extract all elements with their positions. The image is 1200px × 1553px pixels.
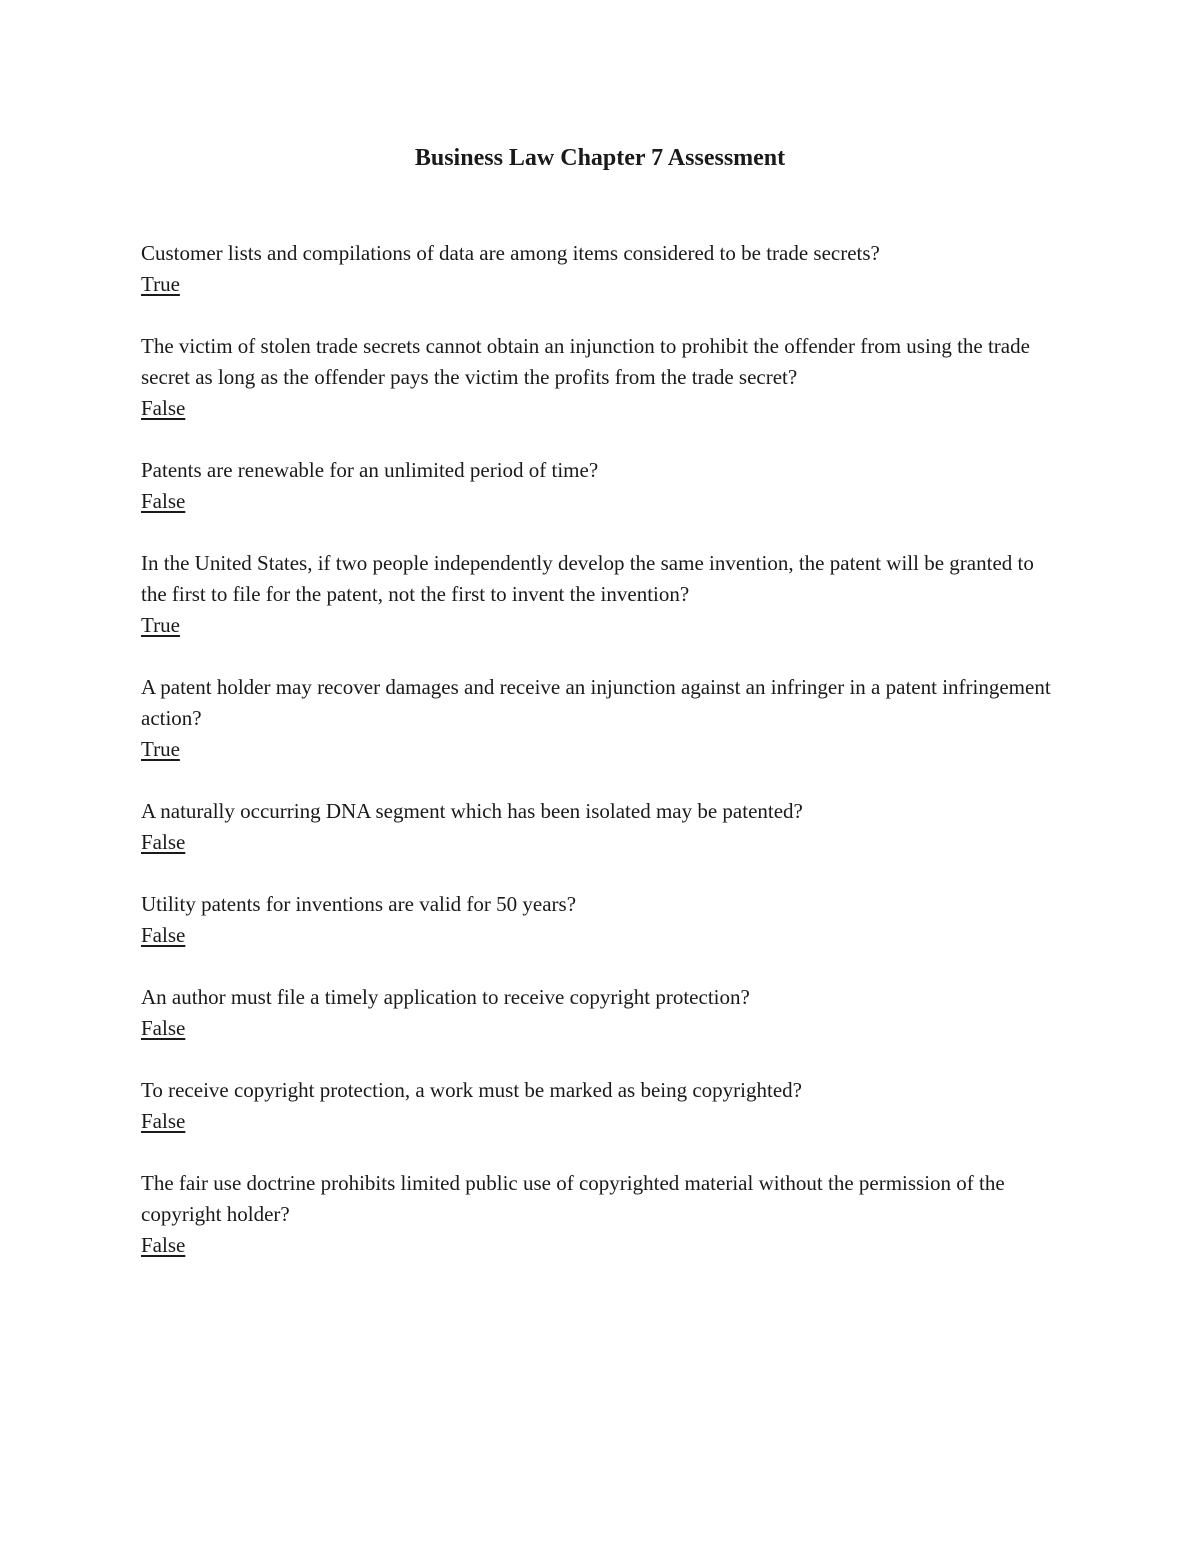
question-text: Customer lists and compilations of data are among items considered to be trade secrets? bbox=[141, 241, 880, 265]
question-text: To receive copyright protection, a work must be marked as being copyrighted? bbox=[141, 1078, 802, 1102]
answer-text: False bbox=[141, 489, 186, 513]
question-item bbox=[141, 796, 1061, 858]
document-title: Business Law Chapter 7 Assessment bbox=[414, 145, 786, 171]
answer-text: True bbox=[141, 737, 180, 761]
answer-text: False bbox=[141, 396, 186, 420]
question-text: A naturally occurring DNA segment which has been isolated may be patented? bbox=[141, 799, 803, 823]
answer-text: False bbox=[141, 830, 186, 854]
question-text: In the United States, if two people independently develop the same invention, the patent will be granted to the first to file for the patent, not the first to invent the invention? bbox=[141, 551, 1034, 606]
question-text: The victim of stolen trade secrets cannot obtain an injunction to prohibit the offender from using the trade secret as long as the offender pays the victim the profits from the trade secret? bbox=[141, 334, 1030, 389]
question-text: An author must file a timely application to receive copyright protection? bbox=[141, 985, 750, 1009]
question-item bbox=[141, 238, 1061, 300]
question-item bbox=[141, 1168, 1061, 1261]
question-text: Patents are renewable for an unlimited period of time? bbox=[141, 458, 599, 482]
question-item bbox=[141, 331, 1061, 424]
question-text: A patent holder may recover damages and receive an injunction against an infringer in a patent infringement action? bbox=[141, 675, 1051, 730]
answer-text: False bbox=[141, 1109, 186, 1133]
answer-text: False bbox=[141, 923, 186, 947]
question-item bbox=[141, 672, 1061, 765]
answer-text: False bbox=[141, 1233, 186, 1257]
question-text: Utility patents for inventions are valid for 50 years? bbox=[141, 892, 577, 916]
question-item bbox=[141, 1075, 1061, 1137]
answer-text: False bbox=[141, 1016, 186, 1040]
question-item bbox=[141, 982, 1061, 1044]
question-item bbox=[141, 889, 1061, 951]
answer-text: True bbox=[141, 272, 180, 296]
question-item bbox=[141, 455, 1061, 517]
question-text: The fair use doctrine prohibits limited public use of copyrighted material without the permission of the copyright holder? bbox=[141, 1171, 1005, 1226]
question-item bbox=[141, 548, 1061, 641]
question-list bbox=[141, 238, 1061, 1292]
answer-text: True bbox=[141, 613, 180, 637]
